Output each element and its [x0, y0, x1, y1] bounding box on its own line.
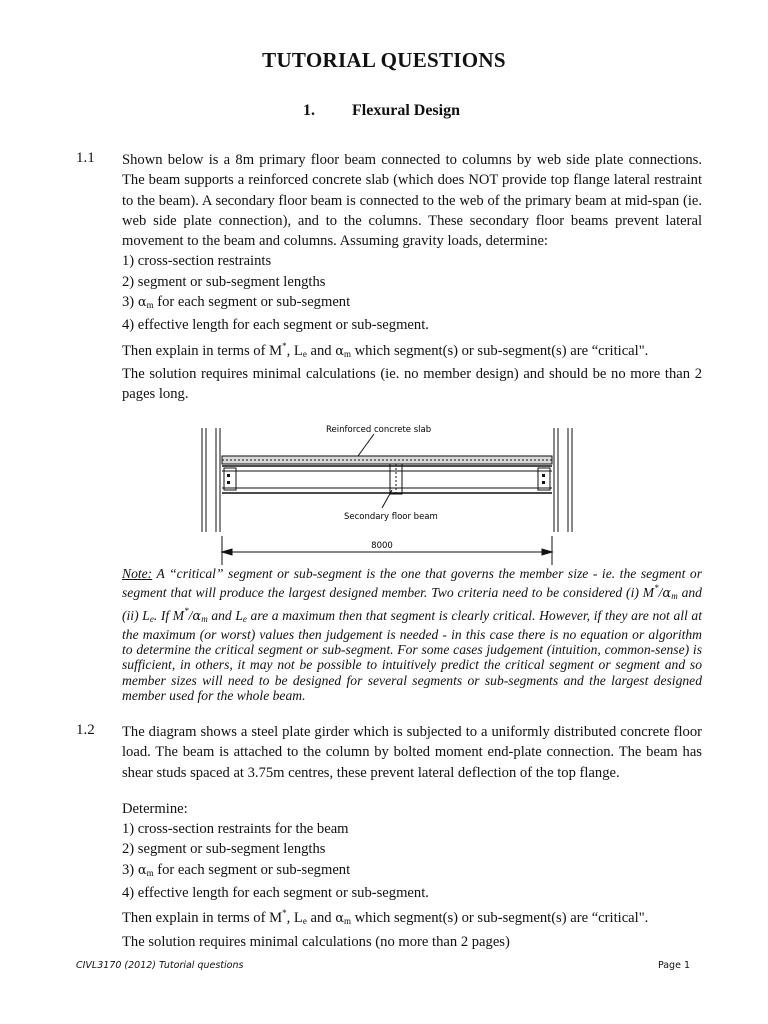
- list-item: 1) cross-section restraints: [122, 253, 272, 270]
- page-number: Page 1: [657, 960, 690, 971]
- beam-diagram: [196, 420, 576, 575]
- question-1-1: [122, 150, 702, 405]
- list-item: 2) segment or sub-segment lengths: [122, 841, 326, 858]
- question-1-2-determine: Determine:: [122, 800, 188, 817]
- slab-label: Reinforced concrete slab: [326, 425, 432, 435]
- footer-course: CIVL3170 (2012) Tutorial questions: [76, 960, 244, 971]
- alpha-symbol: α: [137, 295, 147, 311]
- secondary-beam-label: Secondary floor beam: [344, 512, 438, 522]
- note-label: Note:: [122, 566, 153, 581]
- plate-bolts: [227, 474, 545, 484]
- question-1-1-explain: Then explain in terms of M*, $L_e$ and $\alpha_m$ which segment(s) or sub-segment(s) are “critical".: [122, 340, 649, 359]
- question-number-1-1: 1.1: [76, 150, 95, 166]
- question-1-2-explain: Then explain in terms of M*, $L_e$ and $\alpha_m$ which segment(s) or sub-segment(s) are “critical".: [122, 908, 649, 927]
- question-1-1-solution: The solution requires minimal calculations (ie. no member design) and should be no more than 2 pages long.: [122, 365, 702, 403]
- question-1-2-list: [122, 819, 702, 903]
- alpha-symbol: α: [137, 862, 147, 878]
- list-item: 4) effective length for each segment or sub-segment.: [122, 317, 429, 334]
- span-dimension: 8000: [371, 541, 393, 551]
- question-1-2: [122, 722, 702, 952]
- list-item: 1) cross-section restraints for the beam: [122, 821, 349, 838]
- question-1-2-solution: The solution requires minimal calculations (no more than 2 pages): [122, 933, 510, 950]
- list-item: 3) $\alpha_m$ for each segment or sub-segment: [122, 294, 351, 311]
- list-item: 3) $\alpha_m$ for each segment or sub-segment: [122, 861, 351, 878]
- list-item: 2) segment or sub-segment lengths: [122, 273, 326, 290]
- question-number-1-2: 1.2: [76, 722, 95, 738]
- question-1-1-intro: Shown below is a 8m primary floor beam connected to columns by web side plate connections. The beam supports a reinforced concrete slab (which does NOT provide top flange lateral restraint to the beam). A secondary floor beam is connected to the web of the primary beam at mid-span (ie. web side plate connection), and to the columns. These secondary floor beams prevent lateral movement to the beam and columns. Assuming gravity loads, determine:: [122, 152, 702, 250]
- section-number: 1.: [303, 102, 315, 119]
- question-1-1-list: [122, 251, 702, 335]
- list-item: 4) effective length for each segment or sub-segment.: [122, 885, 429, 902]
- note-paragraph: Note: A “critical” segment or sub-segment is the one that governs the member size - ie. the segment or segment that will produce the largest designed member. Two criteria need to be considered (i) $M^*/\alpha_m$ and (ii) $L_e$. If $M^*/\alpha_m$ and $L_e$ are a maximum then that segment is clearly critical. However, if they are not all at the maximum (or worst) values then judgement is needed - in this case there is no equation or algorithm to determine the critical segment or sub-segment. For some cases judgement (intuition, common-sense) is sufficient, in others, it may not be possible to intuitively predict the critical segment or segment and so member sizes will need to be designed for several segments or sub-segments and the largest designed member used for the whole beam.: [122, 566, 703, 703]
- section-title: Flexural Design: [352, 102, 460, 119]
- question-1-2-intro: The diagram shows a steel plate girder which is subjected to a uniformly distributed concrete floor load. The beam is attached to the column by bolted moment end-plate connection. The beam has shear studs spaced at 3.75m centres, these prevent lateral deflection of the top flange.: [122, 724, 702, 781]
- page-title: TUTORIAL QUESTIONS: [262, 48, 506, 72]
